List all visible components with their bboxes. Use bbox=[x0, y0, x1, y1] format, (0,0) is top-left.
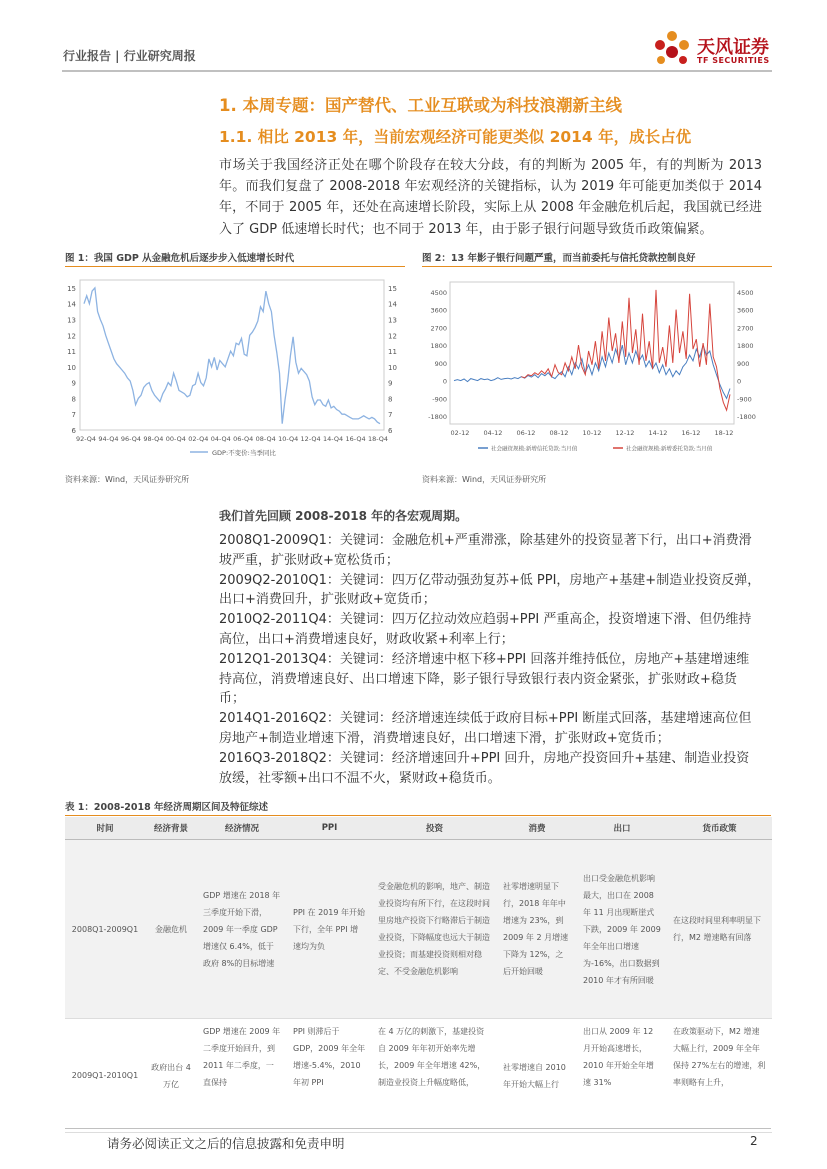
keyword-list bbox=[219, 531, 762, 788]
report-category: 行业报告 | 行业研究周报 bbox=[63, 49, 196, 63]
figure1-source: 资料来源：Wind，天风证券研究所 bbox=[65, 475, 190, 484]
figure2-chart bbox=[418, 272, 773, 464]
x-tick-label: 08-12 bbox=[549, 429, 569, 437]
table-cell: PPI 则滞后于 GDP，2009 年全年增速-5.4%，2010 年初 PPI bbox=[287, 1019, 372, 1133]
tf-logo-icon bbox=[650, 28, 696, 72]
y-tick-label-right: -1800 bbox=[737, 413, 756, 422]
y-tick-label-right: 4500 bbox=[737, 288, 754, 297]
y-tick-label: 0 bbox=[442, 377, 447, 386]
logo-text-cn: 天风证券 bbox=[697, 37, 769, 58]
y-tick-label-right: 10 bbox=[388, 363, 397, 372]
table-divider bbox=[65, 815, 771, 816]
y-tick-label: -900 bbox=[432, 395, 447, 404]
table-cell: 政府出台 4 万亿 bbox=[145, 1019, 197, 1133]
y-tick-label: 13 bbox=[67, 316, 76, 325]
y-tick-label-right: 13 bbox=[388, 316, 397, 325]
table-cell: 金融危机 bbox=[145, 840, 197, 1019]
keyword-item: 2009Q2-2010Q1：关键词：四万亿带动强劲复苏+低 PPI，房地产+基建+制造业投资反弹，出口+消费回升，扩张财政+宽货币； bbox=[219, 572, 761, 608]
subsection-title: 1.1. 相比 2013 年，当前宏观经济可能更类似 2014 年，成长占优 bbox=[219, 128, 692, 146]
table-cell: 2008Q1-2009Q1 bbox=[65, 840, 145, 1019]
column-header: 货币政策 bbox=[667, 817, 772, 840]
y-tick-label: 7 bbox=[71, 411, 76, 420]
keyword-item: 2012Q1-2013Q4：关键词：经济增速中枢下移+PPI 回落并维持低位，房地产+基建增速维持高位，消费增速良好、出口增速下降，影子银行导致银行表内资金紧张，扩张财政+稳货币； bbox=[219, 651, 750, 707]
y-tick-label: 8 bbox=[71, 395, 76, 404]
table-title: 表 1：2008-2018 年经济周期区间及特征综述 bbox=[65, 802, 269, 813]
x-tick-label: 14-Q4 bbox=[323, 435, 344, 443]
table-cell: PPI 在 2019 年开始下行，全年 PPI 增速均为负 bbox=[287, 840, 372, 1019]
keyword-item: 2016Q3-2018Q2：关键词：经济增速回升+PPI 回升，房地产投资回升+基建、制造业投资放缓，社零额+出口不温不火，紧财政+稳货币。 bbox=[219, 750, 750, 786]
table-cell: 2009Q1-2010Q1 bbox=[65, 1019, 145, 1133]
x-tick-label: 06-12 bbox=[516, 429, 536, 437]
table-header-row bbox=[65, 817, 772, 840]
x-tick-label: 06-Q4 bbox=[233, 435, 254, 443]
x-tick-label: 14-12 bbox=[648, 429, 668, 437]
y-tick-label-right: 14 bbox=[388, 300, 397, 309]
table-cell: 在这段时间里利率明显下行，M2 增速略有回落 bbox=[667, 840, 772, 1019]
review-title: 我们首先回顾 2008-2018 年的各宏观周期。 bbox=[219, 509, 468, 523]
x-tick-label: 94-Q4 bbox=[98, 435, 119, 443]
intro-paragraph: 市场关于我国经济正处在哪个阶段存在较大分歧，有的判断为 2005 年，有的判断为 2013 年。而我们复盘了 2008-2018 年宏观经济的关键指标，认为 2019 年可能更加类似于 2014 年，不同于 2005 年，还处在高速增长阶段，实际上从 2008 年金融危机后起，我国就已经进入了 GDP 低速增长时代；也不同于 2013 年，由于影子银行问题导致货币政策偏紧。 bbox=[219, 158, 762, 237]
plot-area bbox=[450, 282, 734, 424]
table-cell: 社零增速自 2010 年开始大幅上行 bbox=[497, 1019, 577, 1133]
x-tick-label: 02-12 bbox=[450, 429, 470, 437]
figure2-divider bbox=[422, 266, 772, 267]
x-tick-label: 00-Q4 bbox=[165, 435, 186, 443]
figure1-chart bbox=[60, 272, 406, 464]
legend-label: 社会融资规模:新增信托贷款:当月值 bbox=[491, 446, 578, 453]
figure2-source: 资料来源：Wind，天风证券研究所 bbox=[422, 475, 547, 484]
y-tick-label: 14 bbox=[67, 300, 76, 309]
column-header: 出口 bbox=[577, 817, 667, 840]
logo-text-en: TF SECURITIES bbox=[697, 56, 770, 65]
y-tick-label: 11 bbox=[67, 348, 76, 357]
y-tick-label-right: 1800 bbox=[737, 342, 754, 351]
y-tick-label-right: 9 bbox=[388, 379, 393, 388]
y-tick-label-right: 3600 bbox=[737, 306, 754, 315]
y-tick-label: 900 bbox=[434, 359, 447, 368]
x-tick-label: 04-Q4 bbox=[210, 435, 231, 443]
x-tick-label: 16-12 bbox=[681, 429, 701, 437]
y-tick-label: 15 bbox=[67, 284, 76, 293]
disclaimer: 请务必阅读正文之后的信息披露和免责申明 bbox=[107, 1136, 345, 1151]
table-cell: 在政策驱动下，M2 增速大幅上行，2009 年全年保持 27%左右的增速，利率则略有上升， bbox=[667, 1019, 772, 1133]
table-cell: 在 4 万亿的刺激下，基建投资自 2009 年年初开始率先增长，2009 年全年增速 42%，制造业投资上升幅度略低， bbox=[372, 1019, 497, 1133]
x-tick-label: 96-Q4 bbox=[120, 435, 141, 443]
x-tick-label: 18-12 bbox=[714, 429, 734, 437]
figure2-title: 图 2：13 年影子银行问题严重，而当前委托与信托贷款控制良好 bbox=[422, 253, 696, 264]
x-tick-label: 10-12 bbox=[582, 429, 602, 437]
x-tick-label: 04-12 bbox=[483, 429, 503, 437]
y-tick-label-right: 11 bbox=[388, 348, 397, 357]
cycle-table bbox=[65, 817, 772, 1133]
x-tick-label: 92-Q4 bbox=[75, 435, 97, 443]
plot-area bbox=[80, 280, 384, 430]
x-tick-label: 12-12 bbox=[615, 429, 635, 437]
y-tick-label-right: -900 bbox=[737, 395, 752, 404]
table-row bbox=[65, 1019, 772, 1133]
y-tick-label: 9 bbox=[71, 379, 76, 388]
column-header: 时间 bbox=[65, 817, 145, 840]
y-tick-label: 12 bbox=[67, 332, 76, 341]
footer-divider bbox=[65, 1128, 771, 1129]
table-cell: GDP 增速在 2018 年三季度开始下滑，2009 年一季度 GDP 增速仅 6.4%，低于政府 8%的目标增速 bbox=[197, 840, 287, 1019]
y-tick-label-right: 7 bbox=[388, 411, 393, 420]
x-tick-label: 10-Q4 bbox=[278, 435, 299, 443]
column-header: 投资 bbox=[372, 817, 497, 840]
column-header: 经济背景 bbox=[145, 817, 197, 840]
x-tick-label: 12-Q4 bbox=[300, 435, 321, 443]
table-cell: 出口受金融危机影响最大，出口在 2008 年 11 月出现断崖式下跌，2009 年 2009 年全年出口增速为-16%，出口数据到 2010 年才有所回暖 bbox=[577, 840, 667, 1019]
column-header: 消费 bbox=[497, 817, 577, 840]
y-tick-label-right: 8 bbox=[388, 395, 393, 404]
y-tick-label-right: 900 bbox=[737, 359, 750, 368]
table-cell: 受金融危机的影响，地产、制造业投资均有所下行，在这段时间里房地产投资下行略滞后于制造业投资，下降幅度也远大于制造业投资；而基建投资则相对稳定、不受金融危机影响 bbox=[372, 840, 497, 1019]
y-tick-label: 2700 bbox=[430, 324, 447, 333]
table-cell: GDP 增速在 2009 年二季度开始回升，到 2011 年二季度，一直保持 bbox=[197, 1019, 287, 1133]
y-tick-label-right: 12 bbox=[388, 332, 397, 341]
keyword-item: 2014Q1-2016Q2：关键词：经济增速连续低于政府目标+PPI 断崖式回落，基建增速高位但房地产+制造业增速下滑，消费增速良好，出口增速下滑，扩张财政+宽货币； bbox=[219, 711, 752, 746]
x-tick-label: 08-Q4 bbox=[255, 435, 276, 443]
x-tick-label: 98-Q4 bbox=[143, 435, 164, 443]
y-tick-label-right: 6 bbox=[388, 427, 393, 435]
column-header: 经济情况 bbox=[197, 817, 287, 840]
y-tick-label-right: 2700 bbox=[737, 324, 754, 333]
legend-label: GDP:不变价:当季同比 bbox=[212, 449, 276, 457]
keyword-item: 2008Q1-2009Q1：关键词：金融危机+严重滞涨，除基建外的投资显著下行，出口+消费滑坡严重，扩张财政+宽松货币； bbox=[219, 533, 752, 568]
page-number: 2 bbox=[750, 1134, 758, 1148]
y-tick-label-right: 15 bbox=[388, 284, 397, 293]
table-cell: 出口从 2009 年 12 月开始高速增长，2010 年开始全年增速 31% bbox=[577, 1019, 667, 1133]
keyword-item: 2010Q2-2011Q4：关键词：四万亿拉动效应趋弱+PPI 严重高企，投资增速下滑、但仍维持高位，出口+消费增速良好，财政收紧+利率上行； bbox=[219, 612, 752, 647]
y-tick-label-right: 0 bbox=[737, 377, 742, 386]
figure1-title: 图 1：我国 GDP 从金融危机后逐步步入低速增长时代 bbox=[65, 253, 295, 264]
table-row bbox=[65, 840, 772, 1019]
x-tick-label: 16-Q4 bbox=[345, 435, 366, 443]
x-tick-label: 02-Q4 bbox=[188, 435, 209, 443]
y-tick-label: 10 bbox=[67, 363, 76, 372]
figure1-divider bbox=[65, 266, 405, 267]
y-tick-label: 6 bbox=[71, 427, 76, 435]
x-tick-label: 18-Q4 bbox=[367, 435, 389, 443]
table-cell: 社零增速明显下行，2018 年年中增速为 23%，到 2009 年 2 月增速下降为 12%，之后开始回暖 bbox=[497, 840, 577, 1019]
column-header: PPI bbox=[287, 817, 372, 840]
legend-label: 社会融资规模:新增委托贷款:当月值 bbox=[626, 446, 713, 453]
y-tick-label: 4500 bbox=[430, 288, 447, 297]
section-title: 1. 本周专题：国产替代、工业互联或为科技浪潮新主线 bbox=[219, 96, 622, 115]
y-tick-label: 1800 bbox=[430, 342, 447, 351]
y-tick-label: -1800 bbox=[428, 413, 447, 422]
y-tick-label: 3600 bbox=[430, 306, 447, 315]
